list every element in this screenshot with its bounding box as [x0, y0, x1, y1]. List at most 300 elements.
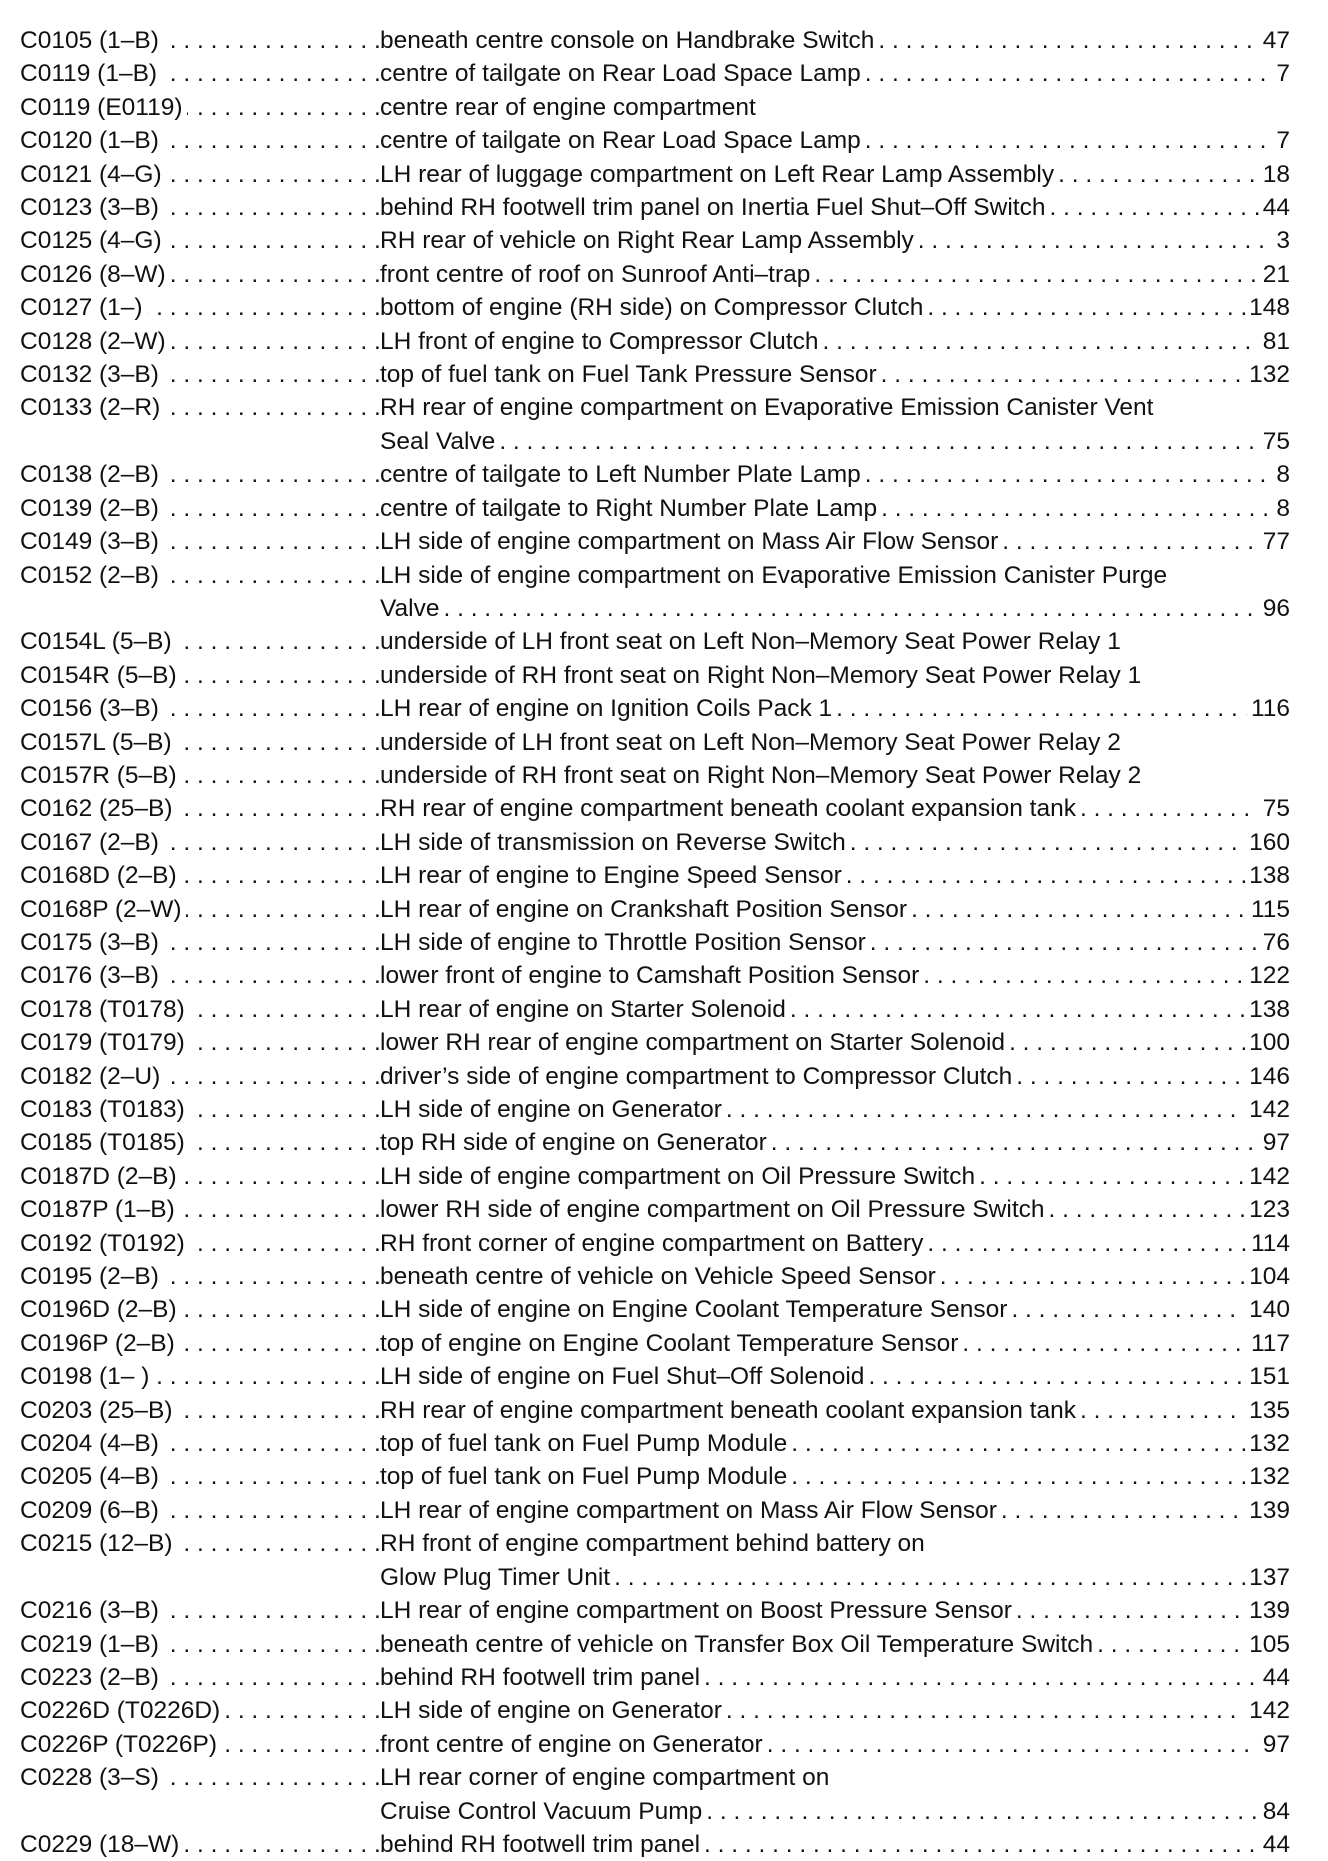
connector-code: [20, 325, 380, 358]
page-number: 142: [1249, 1096, 1290, 1123]
description-line: [380, 1628, 1290, 1661]
description-text: LH rear of engine to Engine Speed Sensor: [380, 862, 842, 890]
index-entry: [20, 1527, 1290, 1594]
index-entry: [20, 659, 1290, 692]
description-text: Seal Valve: [380, 427, 496, 455]
index-entry: [20, 1661, 1290, 1694]
description-text: lower front of engine to Camshaft Position Sensor: [380, 962, 920, 990]
location-description: [380, 792, 1290, 825]
connector-code-text: C0156 (3–B): [20, 695, 163, 722]
page-number: 8: [1276, 461, 1290, 489]
description-text: front centre of roof on Sunroof Anti–trap: [380, 260, 811, 288]
description-line: [380, 759, 1290, 792]
description-line: [380, 1327, 1290, 1360]
dot-leader: [940, 1260, 1245, 1293]
location-description: [380, 1761, 1290, 1828]
index-entry: [20, 759, 1290, 792]
connector-code-text: C0196D (2–B): [20, 1296, 181, 1323]
connector-code-text: C0204 (4–B): [20, 1430, 163, 1457]
dot-leader: [1080, 1394, 1245, 1427]
page-number: 138: [1249, 995, 1290, 1023]
location-description: [380, 826, 1290, 859]
page-number: 137: [1249, 1563, 1290, 1591]
description-line: [380, 959, 1290, 992]
page-number: 44: [1262, 1830, 1290, 1858]
description-line: [380, 1193, 1290, 1226]
dot-leader: [1097, 1628, 1245, 1661]
description-text: RH rear of engine compartment beneath coolant expansion tank: [380, 795, 1076, 823]
description-text: LH side of engine compartment on Evaporative Emission Canister Purge: [380, 561, 1168, 589]
connector-code: [20, 1761, 380, 1794]
description-text: centre of tailgate on Rear Load Space Lamp: [380, 60, 861, 88]
index-entry: [20, 224, 1290, 257]
description-line: [380, 726, 1290, 759]
index-entry: [20, 291, 1290, 324]
dot-leader: [911, 893, 1247, 926]
page-number: 100: [1249, 1029, 1290, 1057]
connector-code: [20, 1126, 380, 1159]
connector-code-text: C0185 (T0185): [20, 1129, 189, 1156]
location-description: [380, 391, 1290, 458]
index-entry: [20, 859, 1290, 892]
connector-code-text: C0182 (2–U): [20, 1063, 164, 1090]
dot-leader: [1002, 525, 1259, 558]
description-text: centre of tailgate to Right Number Plate Lamp: [380, 494, 878, 522]
connector-code-text: C0175 (3–B): [20, 929, 163, 956]
location-description: [380, 1126, 1290, 1159]
description-text: centre of tailgate to Left Number Plate Lamp: [380, 461, 861, 489]
dot-leader: [868, 1360, 1245, 1393]
dot-leader: [878, 24, 1258, 57]
index-entry: [20, 993, 1290, 1026]
page-number: 116: [1250, 695, 1290, 723]
dot-leader: [918, 224, 1273, 257]
page-number: 105: [1249, 1630, 1290, 1658]
description-text: centre of tailgate on Rear Load Space Lamp: [380, 127, 861, 155]
connector-code: [20, 893, 380, 926]
dot-leader: [726, 1694, 1245, 1727]
connector-code-text: C0228 (3–S): [20, 1764, 163, 1791]
index-entry: [20, 826, 1290, 859]
location-description: [380, 1494, 1290, 1527]
location-description: [380, 1460, 1290, 1493]
description-text: RH front of engine compartment behind battery on: [380, 1530, 925, 1558]
dot-leader: [1049, 191, 1258, 224]
dot-leader: [1080, 792, 1259, 825]
description-text: LH side of engine on Engine Coolant Temperature Sensor: [380, 1296, 1008, 1324]
connector-code-text: C0121 (4–G): [20, 161, 166, 188]
page-number: 97: [1262, 1730, 1290, 1758]
connector-code-text: C0125 (4–G): [20, 227, 166, 254]
connector-code: [20, 792, 380, 825]
description-line: [380, 692, 1290, 725]
connector-index-list: [20, 24, 1290, 1861]
description-line: [380, 1561, 1290, 1594]
description-text: underside of LH front seat on Left Non–Memory Seat Power Relay 1: [380, 628, 1121, 656]
location-description: [380, 291, 1290, 324]
description-text: LH rear of luggage compartment on Left Rear Lamp Assembly: [380, 160, 1055, 188]
dot-leader: [1016, 1060, 1245, 1093]
dot-leader: [823, 325, 1259, 358]
description-line: [380, 358, 1290, 391]
description-text: behind RH footwell trim panel: [380, 1663, 701, 1691]
description-line: [380, 1828, 1290, 1861]
dot-leader: [790, 993, 1245, 1026]
connector-code-text: C0229 (18–W): [20, 1831, 183, 1858]
connector-code-text: C0157R (5–B): [20, 762, 181, 789]
index-entry: [20, 57, 1290, 90]
connector-code: [20, 1661, 380, 1694]
description-text: beneath centre console on Handbrake Switch: [380, 27, 875, 54]
connector-code: [20, 759, 380, 792]
connector-code: [20, 1460, 380, 1493]
description-line: [380, 859, 1290, 892]
connector-code-text: C0187P (1–B): [20, 1196, 179, 1223]
connector-code-text: C0179 (T0179): [20, 1029, 189, 1056]
page-number: 123: [1249, 1196, 1290, 1224]
index-entry: [20, 358, 1290, 391]
dot-leader: [865, 124, 1273, 157]
location-description: [380, 191, 1290, 224]
connector-code-text: C0178 (T0178): [20, 996, 189, 1023]
index-entry: [20, 458, 1290, 491]
description-line: [380, 191, 1290, 224]
description-line: [380, 1795, 1290, 1828]
dot-leader: [850, 826, 1245, 859]
connector-code: [20, 859, 380, 892]
description-text: LH side of engine on Generator: [380, 1697, 722, 1725]
dot-leader: [771, 1126, 1259, 1159]
description-text: behind RH footwell trim panel on Inertia Fuel Shut–Off Switch: [380, 194, 1046, 222]
connector-code-text: C0127 (1–): [20, 294, 147, 321]
connector-code-text: C0105 (1–B): [20, 27, 163, 54]
page-number: 3: [1276, 227, 1290, 255]
index-entry: [20, 559, 1290, 626]
description-text: LH side of engine on Fuel Shut–Off Solenoid: [380, 1363, 865, 1391]
connector-code-text: C0168P (2–W): [20, 896, 186, 923]
location-description: [380, 726, 1290, 759]
description-line: [380, 91, 1290, 124]
connector-code: [20, 926, 380, 959]
connector-code: [20, 1594, 380, 1627]
location-description: [380, 124, 1290, 157]
page-number: 77: [1262, 528, 1290, 556]
connector-code: [20, 1193, 380, 1226]
connector-code: [20, 525, 380, 558]
connector-code: [20, 158, 380, 191]
location-description: [380, 224, 1290, 257]
index-entry: [20, 91, 1290, 124]
connector-code: [20, 191, 380, 224]
description-text: lower RH side of engine compartment on Oil Pressure Switch: [380, 1196, 1045, 1224]
connector-code: [20, 258, 380, 291]
index-entry: [20, 525, 1290, 558]
description-line: [380, 993, 1290, 1026]
description-line: [380, 525, 1290, 558]
connector-code: [20, 726, 380, 759]
connector-code-text: C0132 (3–B): [20, 361, 163, 388]
dot-leader: [865, 458, 1273, 491]
description-text: RH rear of vehicle on Right Rear Lamp Assembly: [380, 227, 914, 255]
dot-leader: [846, 859, 1245, 892]
page-number: 96: [1262, 594, 1290, 622]
description-text: LH rear corner of engine compartment on: [380, 1764, 830, 1792]
connector-code: [20, 1360, 380, 1393]
index-entry: [20, 893, 1290, 926]
connector-code-text: C0123 (3–B): [20, 194, 163, 221]
connector-code: [20, 1026, 380, 1059]
location-description: [380, 1026, 1290, 1059]
description-line: [380, 1160, 1290, 1193]
connector-code-text: C0205 (4–B): [20, 1463, 163, 1490]
location-description: [380, 959, 1290, 992]
description-line: [380, 124, 1290, 157]
connector-code-text: C0226P (T0226P): [20, 1731, 221, 1758]
dot-leader: [881, 358, 1245, 391]
connector-code-text: C0187D (2–B): [20, 1163, 181, 1190]
connector-code: [20, 1260, 380, 1293]
index-entry: [20, 1694, 1290, 1727]
page-number: 122: [1249, 962, 1290, 990]
location-description: [380, 57, 1290, 90]
page-number: 132: [1249, 1463, 1290, 1491]
dot-leader: [927, 291, 1245, 324]
location-description: [380, 926, 1290, 959]
description-line: [380, 391, 1290, 424]
location-description: [380, 692, 1290, 725]
description-line: [380, 1761, 1290, 1794]
connector-code: [20, 458, 380, 491]
index-entry: [20, 1227, 1290, 1260]
description-line: [380, 57, 1290, 90]
description-line: [380, 1060, 1290, 1093]
connector-code-text: C0176 (3–B): [20, 962, 163, 989]
connector-code: [20, 826, 380, 859]
index-entry: [20, 258, 1290, 291]
page-number: 97: [1262, 1129, 1290, 1157]
dot-leader: [1058, 158, 1259, 191]
description-line: [380, 559, 1290, 592]
index-entry: [20, 1594, 1290, 1627]
description-line: [380, 792, 1290, 825]
connector-code: [20, 24, 380, 57]
dot-leader: [726, 1093, 1245, 1126]
page-number: 104: [1249, 1263, 1290, 1291]
description-text: LH rear of engine on Ignition Coils Pack 1: [380, 695, 833, 723]
description-line: [380, 826, 1290, 859]
connector-code-text: C0119 (E0119): [20, 94, 187, 121]
location-description: [380, 993, 1290, 1026]
index-entry: [20, 1427, 1290, 1460]
index-entry: [20, 1460, 1290, 1493]
index-entry: [20, 1126, 1290, 1159]
page-number: 139: [1249, 1597, 1290, 1625]
connector-code-text: C0128 (2–W): [20, 328, 170, 355]
description-line: [380, 1494, 1290, 1527]
connector-code: [20, 224, 380, 257]
description-line: [380, 492, 1290, 525]
page-number: 142: [1249, 1697, 1290, 1725]
page-number: 7: [1276, 60, 1290, 88]
index-entry: [20, 124, 1290, 157]
location-description: [380, 1628, 1290, 1661]
description-line: [380, 1394, 1290, 1427]
dot-leader: [962, 1327, 1247, 1360]
description-line: [380, 1093, 1290, 1126]
page-number: 140: [1249, 1296, 1290, 1324]
description-text: LH rear of engine on Starter Solenoid: [380, 995, 786, 1023]
connector-code: [20, 1394, 380, 1427]
connector-code: [20, 1694, 380, 1727]
location-description: [380, 24, 1290, 57]
description-text: LH rear of engine compartment on Mass Air Flow Sensor: [380, 1496, 997, 1524]
location-description: [380, 158, 1290, 191]
location-description: [380, 559, 1290, 626]
page-number: 139: [1249, 1496, 1290, 1524]
connector-code: [20, 1093, 380, 1126]
index-entry: [20, 1160, 1290, 1193]
connector-code: [20, 1728, 380, 1761]
description-text: Glow Plug Timer Unit: [380, 1563, 611, 1591]
description-text: front centre of engine on Generator: [380, 1730, 763, 1758]
index-entry: [20, 158, 1290, 191]
location-description: [380, 1661, 1290, 1694]
index-entry: [20, 492, 1290, 525]
page-number: 132: [1249, 1430, 1290, 1458]
description-line: [380, 659, 1290, 692]
connector-code: [20, 1494, 380, 1527]
index-entry: [20, 1494, 1290, 1527]
dot-leader: [814, 258, 1258, 291]
location-description: [380, 325, 1290, 358]
index-entry: [20, 1327, 1290, 1360]
page-number: 148: [1249, 294, 1290, 322]
description-text: LH side of engine compartment on Mass Air Flow Sensor: [380, 528, 999, 556]
description-line: [380, 1360, 1290, 1393]
description-line: [380, 625, 1290, 658]
description-line: [380, 592, 1290, 625]
page-number: 21: [1262, 260, 1290, 288]
location-description: [380, 525, 1290, 558]
description-text: LH rear of engine on Crankshaft Position Sensor: [380, 895, 908, 923]
connector-code-text: C0120 (1–B): [20, 127, 163, 154]
connector-code-text: C0126 (8–W): [20, 261, 170, 288]
dot-leader: [704, 1661, 1259, 1694]
page-number: 8: [1276, 494, 1290, 522]
index-entry: [20, 1060, 1290, 1093]
connector-code-text: C0157L (5–B): [20, 729, 176, 756]
location-description: [380, 91, 1290, 124]
dot-leader: [865, 57, 1273, 90]
dot-leader: [979, 1160, 1245, 1193]
dot-leader: [927, 1227, 1247, 1260]
connector-code: [20, 1293, 380, 1326]
location-description: [380, 1060, 1290, 1093]
connector-code-text: C0216 (3–B): [20, 1597, 163, 1624]
index-entry: [20, 726, 1290, 759]
location-description: [380, 1394, 1290, 1427]
index-entry: [20, 191, 1290, 224]
location-description: [380, 1227, 1290, 1260]
connector-code-text: C0152 (2–B): [20, 562, 163, 589]
page-number: 47: [1262, 27, 1290, 54]
description-line: [380, 458, 1290, 491]
index-entry: [20, 926, 1290, 959]
connector-code: [20, 291, 380, 324]
connector-code-text: C0226D (T0226D): [20, 1697, 224, 1724]
description-line: [380, 1260, 1290, 1293]
dot-leader: [1009, 1026, 1245, 1059]
location-description: [380, 1728, 1290, 1761]
description-text: lower RH rear of engine compartment on Starter Solenoid: [380, 1029, 1006, 1057]
connector-code-text: C0196P (2–B): [20, 1330, 179, 1357]
page-number: 44: [1262, 1663, 1290, 1691]
connector-code-text: C0183 (T0183): [20, 1096, 189, 1123]
connector-code: [20, 1060, 380, 1093]
description-line: [380, 425, 1290, 458]
connector-code: [20, 692, 380, 725]
description-text: driver’s side of engine compartment to Compressor Clutch: [380, 1062, 1013, 1090]
dot-leader: [791, 1460, 1245, 1493]
description-line: [380, 1694, 1290, 1727]
connector-code-text: C0154R (5–B): [20, 662, 181, 689]
description-text: centre rear of engine compartment: [380, 93, 756, 121]
location-description: [380, 893, 1290, 926]
description-text: Cruise Control Vacuum Pump: [380, 1797, 703, 1825]
connector-code-text: C0133 (2–R): [20, 394, 164, 421]
connector-code-text: C0195 (2–B): [20, 1263, 163, 1290]
location-description: [380, 358, 1290, 391]
location-description: [380, 258, 1290, 291]
dot-leader: [443, 592, 1258, 625]
description-line: [380, 1026, 1290, 1059]
description-text: RH front corner of engine compartment on Battery: [380, 1229, 924, 1257]
description-line: [380, 1293, 1290, 1326]
page-number: 151: [1249, 1363, 1290, 1391]
description-text: top of fuel tank on Fuel Pump Module: [380, 1463, 788, 1491]
dot-leader: [1049, 1193, 1246, 1226]
index-entry: [20, 1193, 1290, 1226]
page-number: 138: [1249, 862, 1290, 890]
page-number: 115: [1250, 895, 1290, 923]
page-number: 75: [1262, 795, 1290, 823]
description-line: [380, 158, 1290, 191]
description-line: [380, 926, 1290, 959]
location-description: [380, 1360, 1290, 1393]
description-text: underside of RH front seat on Right Non–Memory Seat Power Relay 1: [380, 661, 1142, 689]
description-line: [380, 325, 1290, 358]
description-text: top of fuel tank on Fuel Tank Pressure Sensor: [380, 361, 877, 389]
index-entry: [20, 1026, 1290, 1059]
dot-leader: [1016, 1594, 1245, 1627]
dot-leader: [923, 959, 1245, 992]
description-text: LH side of engine to Throttle Position Sensor: [380, 928, 866, 956]
page-number: 114: [1250, 1229, 1290, 1257]
description-text: LH side of transmission on Reverse Switch: [380, 828, 846, 856]
description-text: bottom of engine (RH side) on Compressor Clutch: [380, 294, 924, 322]
location-description: [380, 759, 1290, 792]
index-entry: [20, 1093, 1290, 1126]
location-description: [380, 492, 1290, 525]
page-number: 117: [1250, 1329, 1290, 1357]
index-entry: [20, 792, 1290, 825]
description-line: [380, 1728, 1290, 1761]
index-entry: [20, 325, 1290, 358]
location-description: [380, 1160, 1290, 1193]
page-number: 18: [1262, 160, 1290, 188]
index-entry: [20, 1360, 1290, 1393]
page-number: 7: [1276, 127, 1290, 155]
